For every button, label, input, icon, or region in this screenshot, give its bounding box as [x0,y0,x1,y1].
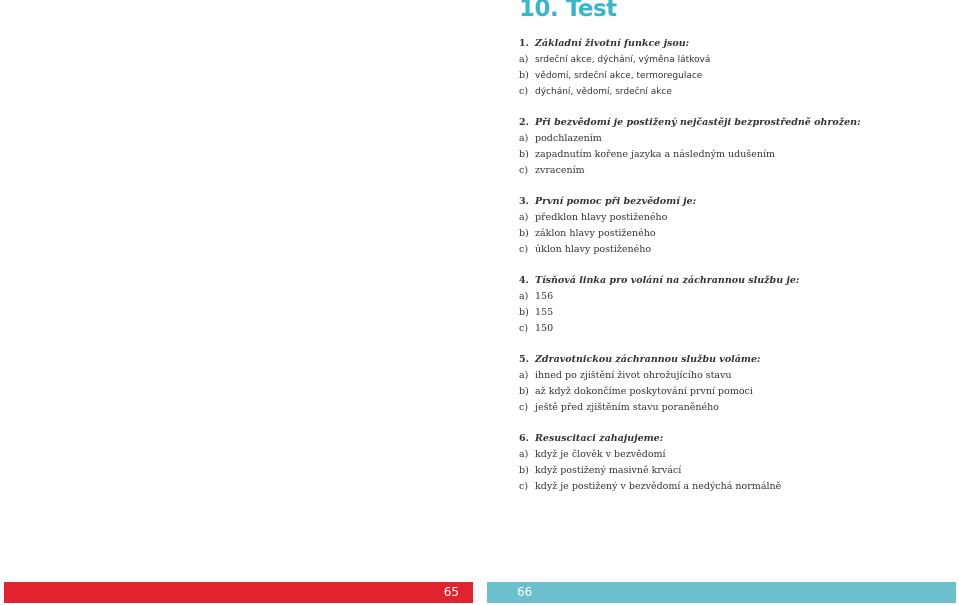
answer-letter: c) [519,165,529,176]
question-2 [519,115,949,179]
answer-letter: c) [519,402,529,413]
quiz [519,36,949,510]
answer-letter: b) [519,386,529,397]
answer-letter: c) [519,481,529,492]
question-number: 6. [519,433,529,444]
answer-text: podchlazením [535,133,602,144]
answer-option [519,447,949,463]
question-line [519,431,949,447]
answer-text: ihned po zjištění život ohrožujícího stavu [535,370,732,381]
question-1 [519,36,949,100]
answer-text: zapadnutím kořene jazyka a následným udušením [535,149,776,160]
question-text: Při bezvědomí je postižený nejčastěji bezprostředně ohrožen: [535,117,861,128]
answer-letter: b) [519,228,529,239]
question-text: Základní životní funkce jsou: [535,38,690,49]
question-number: 5. [519,354,529,365]
answer-letter: c) [519,244,529,255]
answer-letter: a) [519,212,529,223]
answer-text: ještě před zjištěním stavu poraněného [535,402,719,413]
answer-option [519,68,949,84]
answer-text: vědomí, srdeční akce, termoregulace [535,71,703,81]
question-line [519,36,949,52]
answer-letter: b) [519,149,529,160]
answer-letter: a) [519,133,529,144]
answer-text: když je člověk v bezvědomí [535,449,666,460]
answer-option [519,242,949,258]
answer-option [519,163,949,179]
answer-text: 155 [535,307,554,318]
answer-option [519,147,949,163]
question-text: Zdravotnickou záchrannou službu voláme: [535,354,761,365]
answer-option [519,368,949,384]
answer-text: 156 [535,291,554,302]
question-3 [519,194,949,258]
answer-letter: b) [519,307,529,318]
answer-letter: c) [519,323,529,334]
answer-option [519,384,949,400]
question-number: 2. [519,117,529,128]
question-4 [519,273,949,337]
answer-text: když postižený masivně krvácí [535,465,682,476]
question-6 [519,431,949,495]
answer-option [519,305,949,321]
answer-option [519,321,949,337]
answer-option [519,131,949,147]
answer-option [519,289,949,305]
answer-text: záklon hlavy postiženého [535,228,656,239]
answer-letter: a) [519,54,529,65]
question-line [519,115,949,131]
answer-text: dýchání, vědomí, srdeční akce [535,87,672,97]
footer-bar-left [4,582,473,603]
question-text: Tísňová linka pro volání na záchrannou službu je: [535,275,800,286]
page-number-left: 65 [443,585,459,599]
answer-letter: b) [519,70,529,81]
question-number: 4. [519,275,529,286]
answer-option [519,479,949,495]
question-5 [519,352,949,416]
answer-option [519,400,949,416]
answer-letter: a) [519,449,529,460]
question-line [519,194,949,210]
question-number: 3. [519,196,529,207]
answer-text: 150 [535,323,554,334]
answer-option [519,226,949,242]
page-number-right: 66 [517,585,533,599]
answer-text: když je postižený v bezvědomí a nedýchá normálně [535,481,782,492]
question-line [519,273,949,289]
answer-text: srdeční akce, dýchání, výměna látková [535,55,711,65]
footer-bar-right [487,582,956,603]
answer-text: úklon hlavy postiženého [535,244,652,255]
answer-option [519,84,949,100]
page-title: 10. Test [519,0,617,22]
answer-option [519,52,949,68]
question-text: První pomoc při bezvědomí je: [535,196,697,207]
question-text: Resuscitaci zahajujeme: [535,433,664,444]
answer-text: zvracením [535,165,585,176]
question-line [519,352,949,368]
answer-letter: c) [519,86,529,97]
question-number: 1. [519,38,529,49]
answer-option [519,210,949,226]
answer-text: až když dokončíme poskytování první pomoci [535,386,753,397]
answer-letter: a) [519,291,529,302]
answer-text: předklon hlavy postiženého [535,212,668,223]
answer-letter: b) [519,465,529,476]
answer-letter: a) [519,370,529,381]
answer-option [519,463,949,479]
